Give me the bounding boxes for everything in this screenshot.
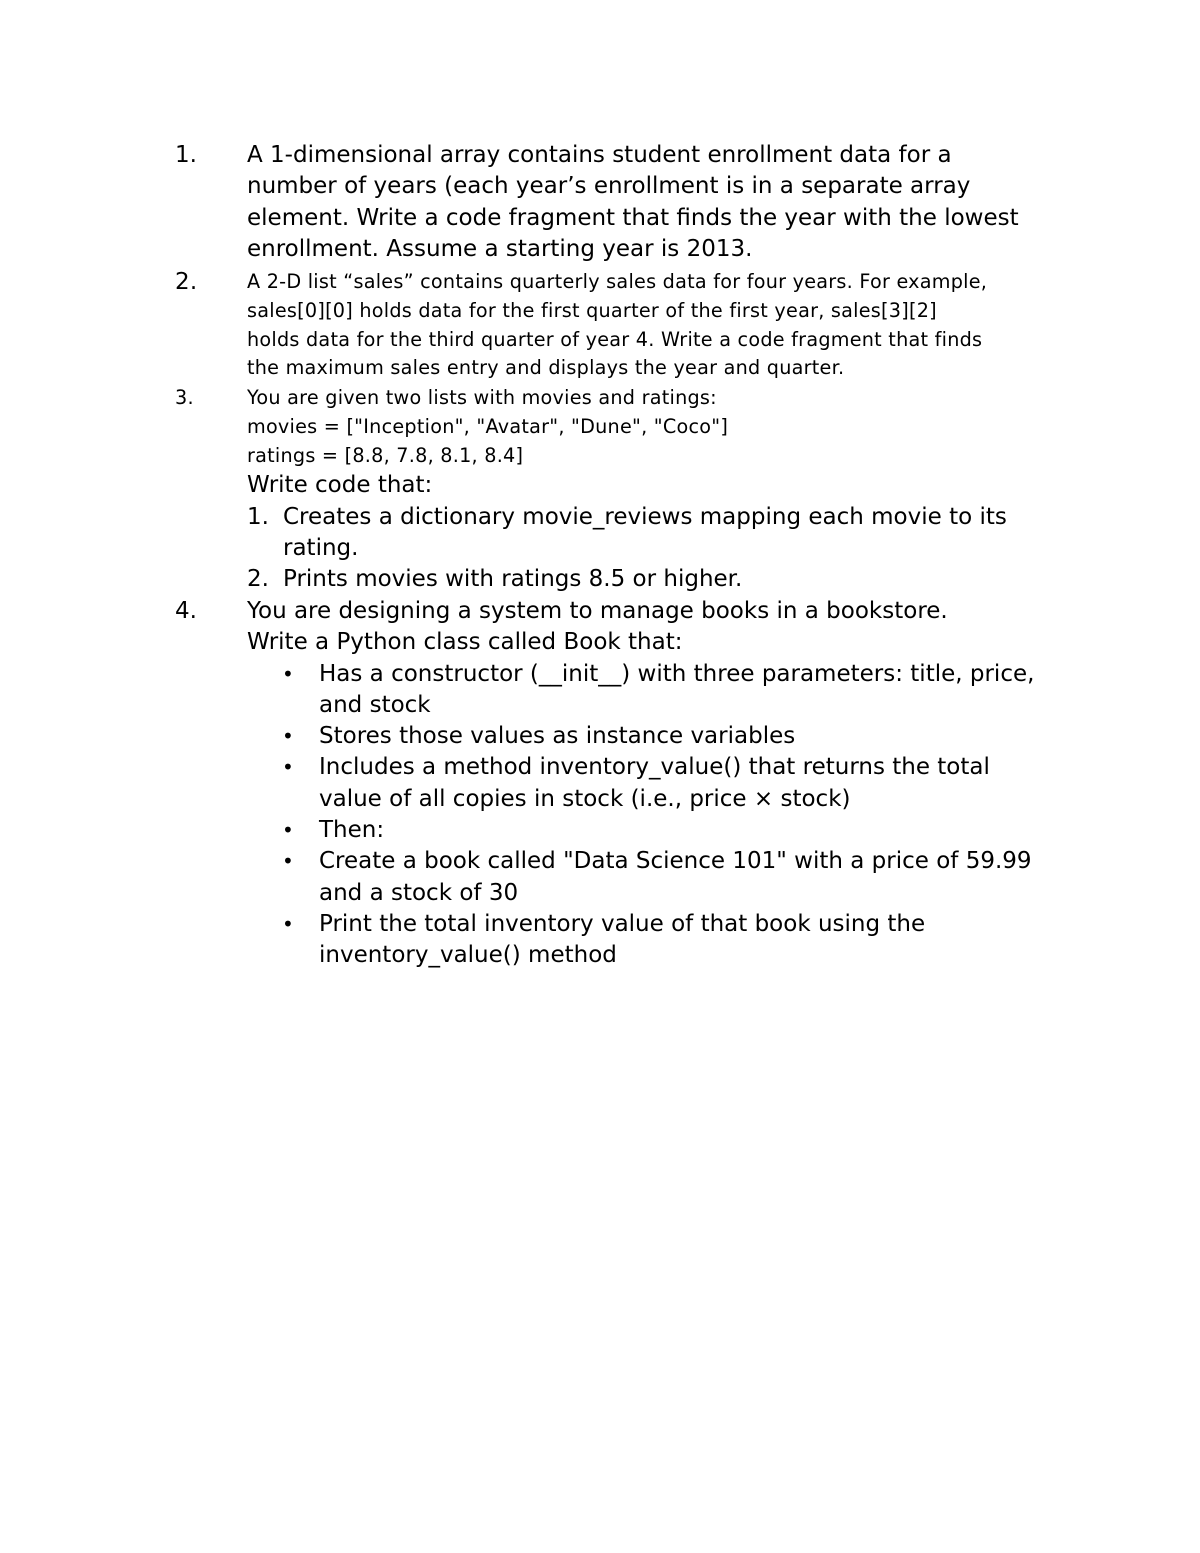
question-1 (175, 140, 1075, 265)
bullet-icon: • (282, 724, 294, 749)
bullet-line: value of all copies in stock (i.e., price × stock) (319, 785, 851, 812)
list-item (175, 752, 1075, 815)
sub-item-number: 1. (247, 503, 269, 530)
bullet-line: Includes a method inventory_value() that returns the total (319, 754, 990, 781)
question-text (247, 384, 1075, 596)
code-line-ratings: ratings = [8.8, 7.8, 8.1, 8.4] (247, 443, 524, 467)
question-4 (175, 596, 1075, 972)
question-line: the maximum sales entry and displays the year and quarter. (247, 356, 845, 380)
question-line: You are designing a system to manage books in a bookstore. (247, 598, 948, 624)
list-item (175, 659, 1075, 722)
question-line: enrollment. Assume a starting year is 2013. (247, 235, 753, 262)
question-line: A 2-D list “sales” contains quarterly sales data for four years. For example, (247, 270, 988, 293)
list-item (175, 815, 1075, 846)
question-2 (175, 268, 1075, 383)
bullet-list (247, 659, 1075, 972)
list-item (175, 721, 1075, 752)
question-text (247, 268, 1075, 383)
bullet-line: and stock (319, 691, 431, 718)
question-intro: Write code that: (247, 472, 433, 499)
bullet-icon: • (282, 661, 294, 686)
question-number: 3. (175, 386, 194, 409)
bullet-line: Stores those values as instance variables (319, 723, 796, 750)
question-number: 2. (175, 269, 198, 295)
list-item (175, 909, 1075, 972)
question-line: You are given two lists with movies and ratings: (247, 386, 717, 409)
question-number: 1. (175, 142, 197, 168)
question-line: holds data for the third quarter of year 4. Write a code fragment that finds (247, 327, 983, 351)
list-item (247, 502, 1075, 565)
sub-item-line: Creates a dictionary movie_reviews mapping each movie to its (283, 503, 1007, 530)
question-text (247, 140, 1075, 265)
question-line: Write a Python class called Book that: (247, 629, 683, 656)
bullet-icon: • (282, 849, 294, 874)
question-3 (175, 384, 1075, 596)
question-number: 4. (175, 598, 197, 624)
bullet-line: Then: (319, 817, 385, 844)
sub-list (247, 502, 1075, 596)
list-item (247, 564, 1075, 595)
sub-item-line: Prints movies with ratings 8.5 or higher. (283, 566, 743, 593)
bullet-icon: • (282, 911, 294, 936)
bullet-line: Has a constructor (__init__) with three parameters: title, price, (319, 660, 1035, 687)
code-line-movies: movies = ["Inception", "Avatar", "Dune", "Coco"] (247, 414, 729, 438)
list-item (175, 846, 1075, 909)
question-text (247, 596, 1075, 659)
bullet-line: inventory_value() method (319, 942, 617, 969)
question-line: element. Write a code fragment that finds the year with the lowest (247, 204, 1019, 231)
bullet-icon: • (282, 755, 294, 780)
bullet-line: and a stock of 30 (319, 879, 519, 906)
sub-item-number: 2. (247, 566, 269, 593)
question-line: sales[0][0] holds data for the first quarter of the first year, sales[3][2] (247, 298, 937, 322)
question-line: number of years (each year’s enrollment is in a separate array (247, 173, 971, 200)
bullet-line: Create a book called "Data Science 101" with a price of 59.99 (319, 848, 1032, 875)
bullet-icon: • (282, 818, 294, 843)
bullet-line: Print the total inventory value of that book using the (319, 910, 926, 937)
question-line: A 1-dimensional array contains student enrollment data for a (247, 142, 952, 168)
sub-item-line: rating. (283, 534, 359, 561)
